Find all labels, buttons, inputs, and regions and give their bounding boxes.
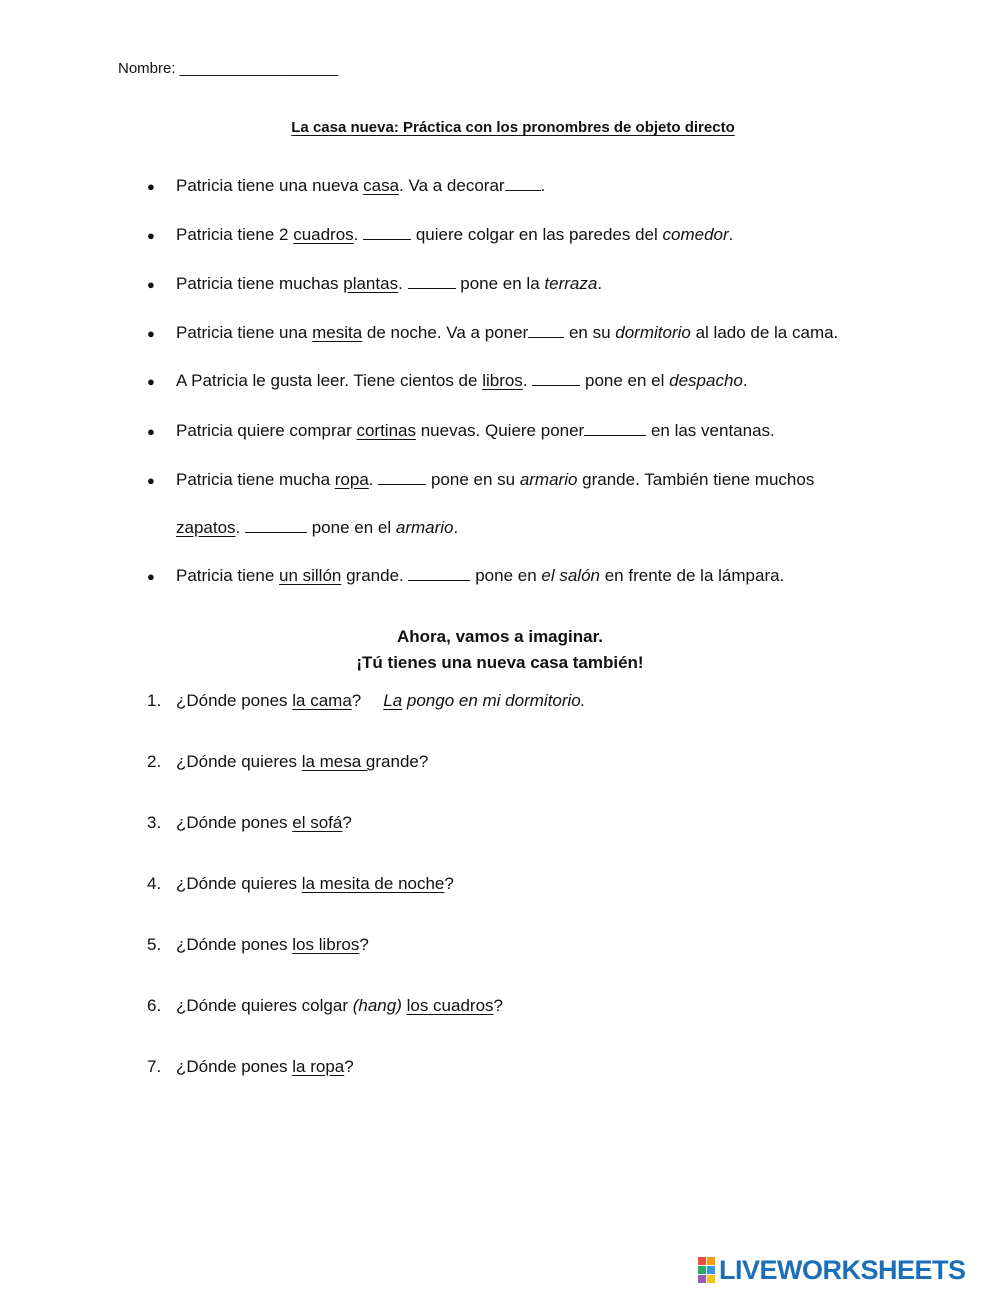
question-5: ¿Dónde pones los libros? bbox=[176, 935, 369, 954]
answer-blank[interactable] bbox=[363, 225, 411, 240]
question-4: ¿Dónde quieres la mesita de noche? bbox=[176, 874, 454, 893]
question-1: ¿Dónde pones la cama? La pongo en mi dormitorio. bbox=[176, 691, 586, 710]
section-heading: Ahora, vamos a imaginar. bbox=[397, 627, 603, 646]
sentence-2: Patricia tiene 2 cuadros. quiere colgar en las paredes del comedor. bbox=[176, 225, 734, 244]
logo-block bbox=[698, 1257, 706, 1265]
section-subheading: ¡Tú tienes una nueva casa también! bbox=[356, 653, 644, 672]
logo-block bbox=[707, 1257, 715, 1265]
question-number: 4. bbox=[147, 874, 162, 893]
bullet-icon: ● bbox=[147, 326, 155, 341]
question-number: 7. bbox=[147, 1057, 162, 1076]
bullet-icon: ● bbox=[147, 228, 155, 243]
answer-blank[interactable] bbox=[528, 323, 564, 338]
bullet-icon: ● bbox=[147, 569, 155, 584]
answer-blank[interactable] bbox=[584, 421, 646, 436]
name-field[interactable]: Nombre: ___________________ bbox=[118, 60, 339, 77]
answer-blank[interactable] bbox=[532, 371, 580, 386]
sentence-7-continued: zapatos. pone en el armario. bbox=[176, 518, 459, 537]
answer-blank[interactable] bbox=[408, 566, 470, 581]
sentence-6: Patricia quiere comprar cortinas nuevas. Quiere poner en las ventanas. bbox=[176, 421, 775, 440]
question-number: 3. bbox=[147, 813, 162, 832]
question-2: ¿Dónde quieres la mesa grande? bbox=[176, 752, 429, 771]
question-number: 1. bbox=[147, 691, 162, 710]
logo-block bbox=[698, 1275, 706, 1283]
question-number: 5. bbox=[147, 935, 162, 954]
sentence-4: Patricia tiene una mesita de noche. Va a poner en su dormitorio al lado de la cama. bbox=[176, 323, 839, 342]
sentence-1: Patricia tiene una nueva casa. Va a decorar . bbox=[176, 176, 546, 195]
bullet-icon: ● bbox=[147, 424, 155, 439]
bullet-icon: ● bbox=[147, 277, 155, 292]
answer-blank[interactable] bbox=[505, 176, 541, 191]
question-7: ¿Dónde pones la ropa? bbox=[176, 1057, 354, 1076]
bullet-icon: ● bbox=[147, 473, 155, 488]
bullet-icon: ● bbox=[147, 374, 155, 389]
logo-block bbox=[707, 1275, 715, 1283]
sentence-7: Patricia tiene mucha ropa. pone en su armario grande. También tiene muchos bbox=[176, 470, 815, 489]
logo-text: LIVEWORKSHEETS bbox=[719, 1254, 966, 1285]
sentence-8: Patricia tiene un sillón grande. pone en el salón en frente de la lámpara. bbox=[176, 566, 785, 585]
sentence-3: Patricia tiene muchas plantas. pone en la terraza. bbox=[176, 274, 603, 293]
question-3: ¿Dónde pones el sofá? bbox=[176, 813, 352, 832]
answer-blank[interactable] bbox=[245, 518, 307, 533]
answer-blank[interactable] bbox=[408, 274, 456, 289]
question-6: ¿Dónde quieres colgar (hang) los cuadros? bbox=[176, 996, 503, 1015]
question-number: 2. bbox=[147, 752, 162, 771]
logo-blocks-icon bbox=[698, 1257, 715, 1283]
logo-block bbox=[707, 1266, 715, 1274]
answer-blank[interactable] bbox=[378, 470, 426, 485]
sentence-5: A Patricia le gusta leer. Tiene cientos de libros. pone en el despacho. bbox=[176, 371, 748, 390]
page-title: La casa nueva: Práctica con los pronombres de objeto directo bbox=[291, 119, 735, 136]
liveworksheets-logo[interactable] bbox=[698, 1255, 966, 1285]
example-answer: La pongo en mi dormitorio. bbox=[383, 691, 586, 710]
logo-block bbox=[698, 1266, 706, 1274]
question-number: 6. bbox=[147, 996, 162, 1015]
bullet-icon: ● bbox=[147, 179, 155, 194]
